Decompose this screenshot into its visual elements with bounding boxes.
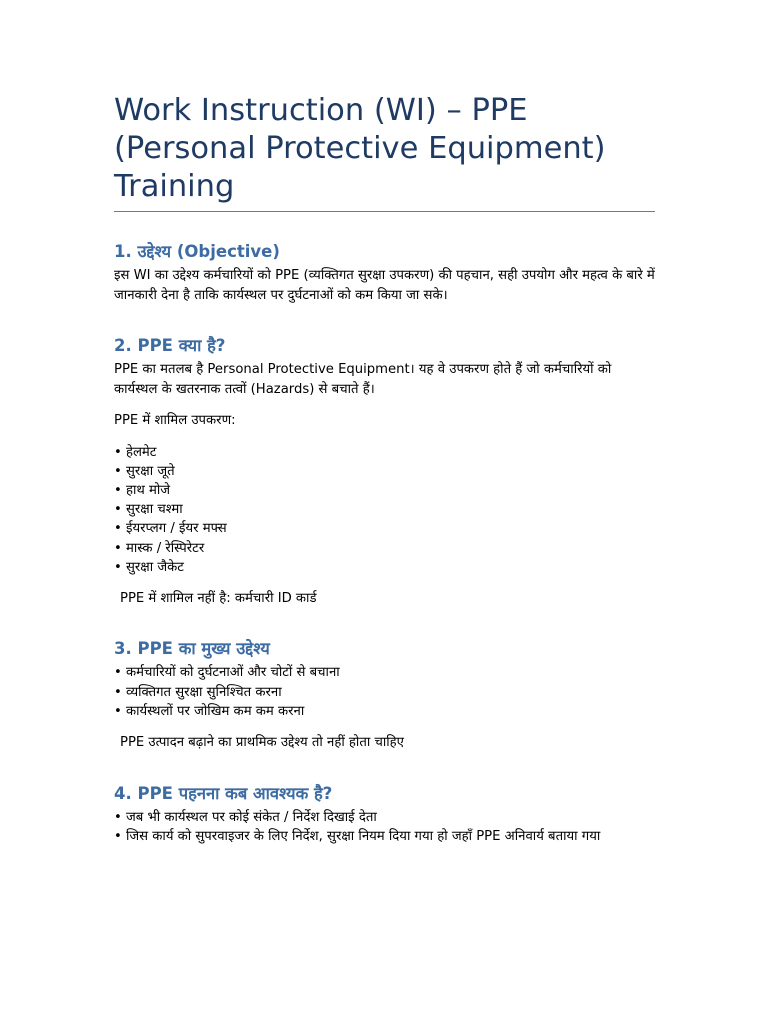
section-heading: 1. उद्देश्य (Objective)	[114, 242, 280, 261]
section-note: PPE उत्पादन बढ़ाने का प्राथमिक उद्देश्य तो नहीं होता चाहिए	[120, 735, 404, 751]
section-paragraph: PPE का मतलब है Personal Protective Equipment। यह वे उपकरण होते हैं जो कर्मचारियों को कार्यस्थल के खतरनाक तत्वों (Hazards) से बचाते हैं।	[114, 362, 612, 397]
section-heading: 4. PPE पहनना कब आवश्यक है?	[114, 783, 333, 803]
list-item: • जब भी कार्यस्थल पर कोई संकेत / निर्देश दिखाई देता	[114, 809, 377, 825]
list-intro: PPE में शामिल उपकरण:	[114, 413, 236, 428]
section-objective	[114, 242, 655, 305]
ppe-equipment-list	[114, 443, 655, 577]
list-item: • जिस कार्य को सुपरवाइजर के लिए निर्देश, सुरक्षा नियम दिया गया हो जहाँ PPE अनिवार्य बताया गया	[114, 828, 601, 844]
list-item: • ईयरप्लग / ईयर मफ्स	[114, 521, 227, 537]
list-item: • हेलमेट	[114, 444, 157, 460]
list-item: • सुरक्षा जैकेट	[114, 559, 184, 575]
list-item: • हाथ मोजे	[114, 482, 171, 498]
document-title: Work Instruction (WI) – PPE (Personal Protective Equipment) Training	[114, 92, 655, 212]
section-heading: 3. PPE का मुख्य उद्देश्य	[114, 639, 270, 659]
section-what-is-ppe	[114, 336, 655, 608]
list-item: • सुरक्षा जूते	[114, 463, 175, 479]
list-item: • व्यक्तिगत सुरक्षा सुनिश्चित करना	[114, 684, 282, 700]
list-item: • मास्क / रेस्पिरेटर	[114, 540, 205, 556]
purpose-list	[114, 663, 655, 721]
document-page	[114, 92, 655, 846]
section-note: PPE में शामिल नहीं है: कर्मचारी ID कार्ड	[120, 590, 317, 606]
list-item: • कार्यस्थलों पर जोखिम कम कम करना	[114, 703, 305, 719]
section-when-required	[114, 784, 655, 846]
when-required-list	[114, 808, 655, 846]
list-item: • कर्मचारियों को दुर्घटनाओं और चोटों से बचाना	[114, 665, 340, 681]
section-heading: 2. PPE क्या है?	[114, 336, 226, 355]
section-paragraph: इस WI का उद्देश्य कर्मचारियों को PPE (व्यक्तिगत सुरक्षा उपकरण) की पहचान, सही उपयोग और महत्व के बारे में जानकारी देना है ताकि कार्यस्थल पर दुर्घटनाओं को कम किया जा सके।	[114, 268, 655, 303]
list-item: • सुरक्षा चश्मा	[114, 502, 183, 518]
section-ppe-purpose	[114, 639, 655, 752]
